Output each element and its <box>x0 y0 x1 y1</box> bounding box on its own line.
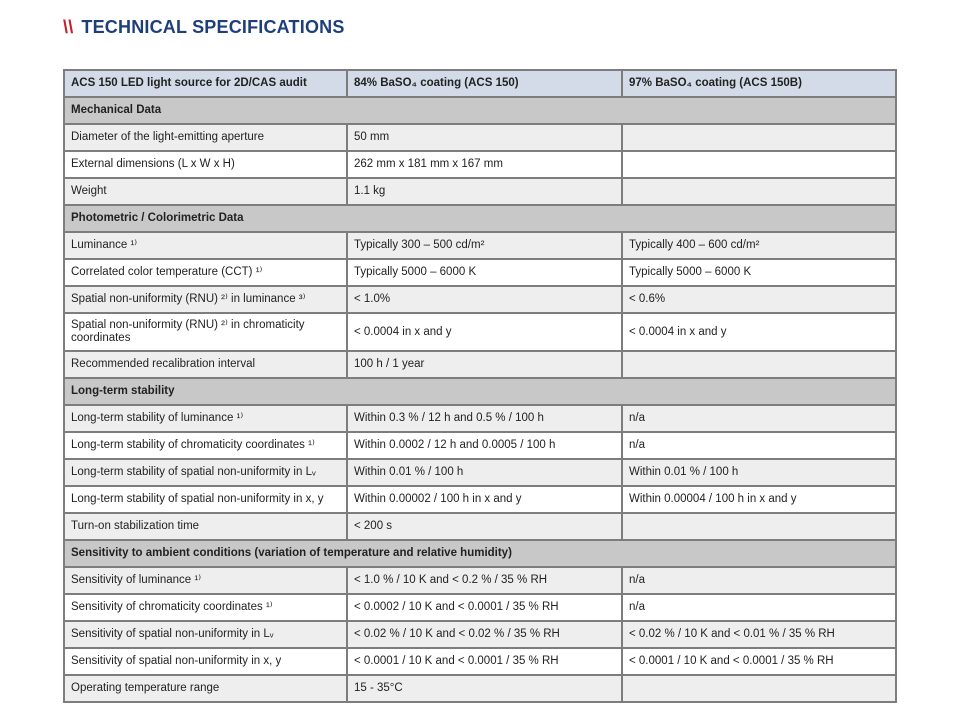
header-cell-acs150b: 97% BaSO₄ coating (ACS 150B) <box>622 70 896 97</box>
acs150-value-cell: Within 0.00002 / 100 h in x and y <box>347 486 622 513</box>
acs150b-value-cell: Within 0.00004 / 100 h in x and y <box>622 486 896 513</box>
section-title: Photometric / Colorimetric Data <box>64 205 896 232</box>
acs150b-value-cell: < 0.0004 in x and y <box>622 313 896 351</box>
acs150b-value-cell: Typically 5000 – 6000 K <box>622 259 896 286</box>
acs150-value-cell: < 1.0 % / 10 K and < 0.2 % / 35 % RH <box>347 567 622 594</box>
param-cell: Spatial non-uniformity (RNU) ²⁾ in chromaticity coordinates <box>64 313 347 351</box>
acs150b-value-cell: n/a <box>622 567 896 594</box>
param-cell: Luminance ¹⁾ <box>64 232 347 259</box>
acs150-value-cell: < 0.0001 / 10 K and < 0.0001 / 35 % RH <box>347 648 622 675</box>
param-cell: Sensitivity of chromaticity coordinates ¹⁾ <box>64 594 347 621</box>
param-cell: Operating temperature range <box>64 675 347 702</box>
param-cell: Turn-on stabilization time <box>64 513 347 540</box>
acs150-value-cell: Within 0.01 % / 100 h <box>347 459 622 486</box>
section-title: Mechanical Data <box>64 97 896 124</box>
acs150-value-cell: Within 0.3 % / 12 h and 0.5 % / 100 h <box>347 405 622 432</box>
title-text: TECHNICAL SPECIFICATIONS <box>81 17 345 37</box>
acs150-value-cell: 15 - 35°C <box>347 675 622 702</box>
section-row <box>64 205 896 232</box>
acs150-value-cell: < 0.02 % / 10 K and < 0.02 % / 35 % RH <box>347 621 622 648</box>
table-row <box>64 459 896 486</box>
acs150-value-cell: 1.1 kg <box>347 178 622 205</box>
table-row <box>64 486 896 513</box>
param-cell: External dimensions (L x W x H) <box>64 151 347 178</box>
table-row <box>64 594 896 621</box>
spec-table-body <box>64 97 896 702</box>
param-cell: Correlated color temperature (CCT) ¹⁾ <box>64 259 347 286</box>
param-cell: Sensitivity of spatial non-uniformity in x, y <box>64 648 347 675</box>
header-cell-product: ACS 150 LED light source for 2D/CAS audit <box>64 70 347 97</box>
table-row <box>64 351 896 378</box>
section-row <box>64 97 896 124</box>
acs150-value-cell: < 200 s <box>347 513 622 540</box>
acs150-value-cell: 262 mm x 181 mm x 167 mm <box>347 151 622 178</box>
acs150b-value-cell: Typically 400 – 600 cd/m² <box>622 232 896 259</box>
section-row <box>64 378 896 405</box>
header-cell-acs150: 84% BaSO₄ coating (ACS 150) <box>347 70 622 97</box>
param-cell: Recommended recalibration interval <box>64 351 347 378</box>
table-row <box>64 513 896 540</box>
acs150b-value-cell <box>622 675 896 702</box>
acs150b-value-cell: < 0.6% <box>622 286 896 313</box>
table-row <box>64 675 896 702</box>
acs150-value-cell: Typically 300 – 500 cd/m² <box>347 232 622 259</box>
acs150-value-cell: Within 0.0002 / 12 h and 0.0005 / 100 h <box>347 432 622 459</box>
param-cell: Sensitivity of luminance ¹⁾ <box>64 567 347 594</box>
acs150-value-cell: 100 h / 1 year <box>347 351 622 378</box>
table-row <box>64 232 896 259</box>
section-title: Long-term stability <box>64 378 896 405</box>
table-row <box>64 648 896 675</box>
param-cell: Long-term stability of luminance ¹⁾ <box>64 405 347 432</box>
acs150b-value-cell: Within 0.01 % / 100 h <box>622 459 896 486</box>
table-header-row <box>64 70 896 97</box>
table-row <box>64 432 896 459</box>
acs150b-value-cell <box>622 178 896 205</box>
param-cell: Diameter of the light-emitting aperture <box>64 124 347 151</box>
table-row <box>64 259 896 286</box>
param-cell: Long-term stability of spatial non-uniformity in x, y <box>64 486 347 513</box>
spec-table <box>63 69 897 703</box>
acs150-value-cell: Typically 5000 – 6000 K <box>347 259 622 286</box>
acs150b-value-cell <box>622 151 896 178</box>
page-title <box>63 17 345 38</box>
acs150b-value-cell <box>622 124 896 151</box>
section-row <box>64 540 896 567</box>
acs150-value-cell: 50 mm <box>347 124 622 151</box>
acs150b-value-cell: n/a <box>622 432 896 459</box>
table-row <box>64 313 896 351</box>
param-cell: Sensitivity of spatial non-uniformity in Lᵥ <box>64 621 347 648</box>
table-row <box>64 178 896 205</box>
table-row <box>64 621 896 648</box>
param-cell: Weight <box>64 178 347 205</box>
acs150-value-cell: < 1.0% <box>347 286 622 313</box>
param-cell: Long-term stability of spatial non-uniformity in Lᵥ <box>64 459 347 486</box>
table-row <box>64 405 896 432</box>
param-cell: Long-term stability of chromaticity coordinates ¹⁾ <box>64 432 347 459</box>
acs150b-value-cell <box>622 513 896 540</box>
section-title: Sensitivity to ambient conditions (variation of temperature and relative humidity) <box>64 540 896 567</box>
acs150b-value-cell: n/a <box>622 405 896 432</box>
acs150-value-cell: < 0.0002 / 10 K and < 0.0001 / 35 % RH <box>347 594 622 621</box>
table-row <box>64 567 896 594</box>
acs150b-value-cell <box>622 351 896 378</box>
table-row <box>64 124 896 151</box>
acs150-value-cell: < 0.0004 in x and y <box>347 313 622 351</box>
table-row <box>64 151 896 178</box>
param-cell: Spatial non-uniformity (RNU) ²⁾ in luminance ³⁾ <box>64 286 347 313</box>
table-row <box>64 286 896 313</box>
acs150b-value-cell: n/a <box>622 594 896 621</box>
acs150b-value-cell: < 0.02 % / 10 K and < 0.01 % / 35 % RH <box>622 621 896 648</box>
title-mark: \\ <box>63 17 74 37</box>
acs150b-value-cell: < 0.0001 / 10 K and < 0.0001 / 35 % RH <box>622 648 896 675</box>
